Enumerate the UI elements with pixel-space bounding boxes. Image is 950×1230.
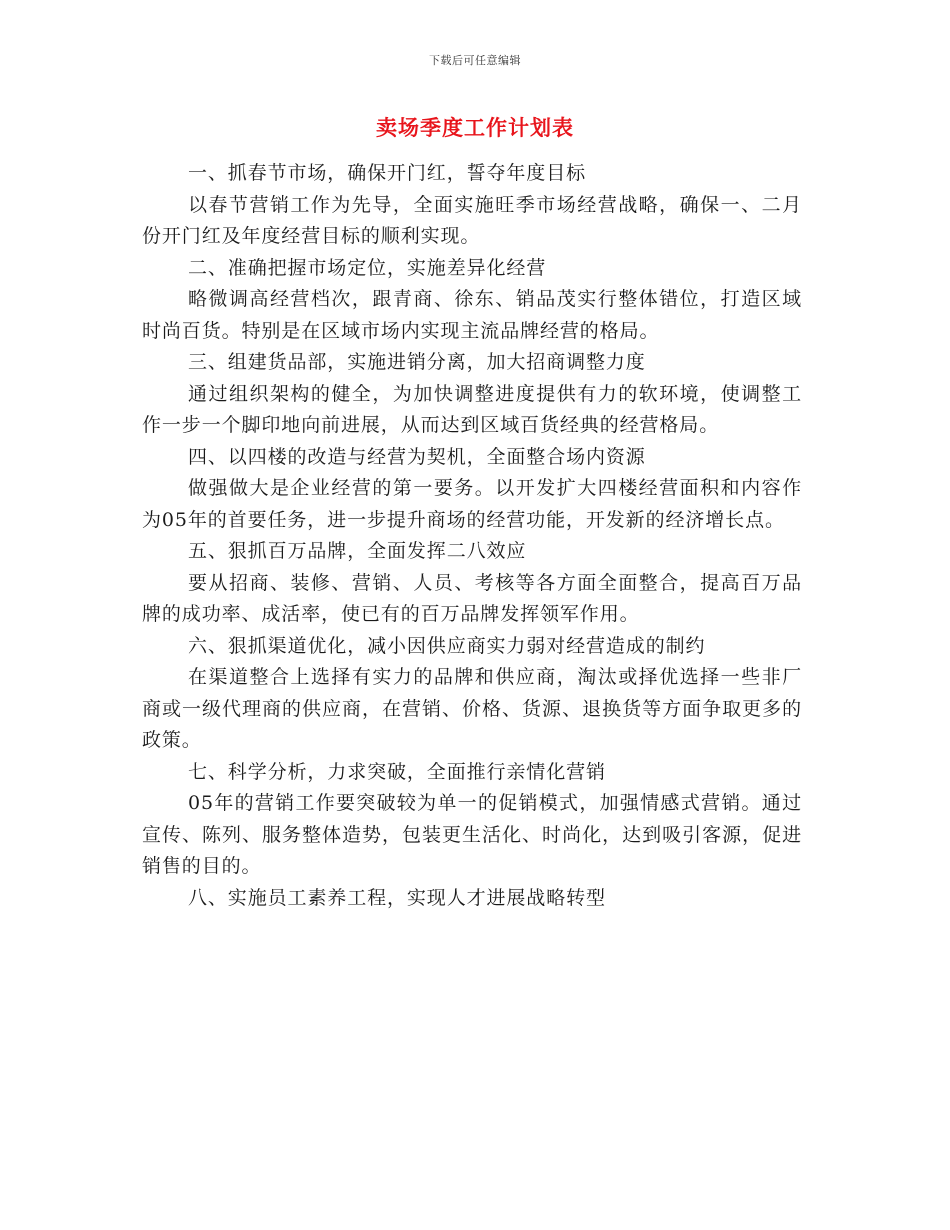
section-body-2: 略微调高经营档次，跟青商、徐东、销品茂实行整体错位，打造区域时尚百货。特别是在区域市场内实现主流品牌经营的格局。 — [142, 288, 802, 342]
section-body-4: 做强做大是企业经营的第一要务。以开发扩大四楼经营面积和内容作为05年的首要任务，进一步提升商场的经营功能，开发新的经济增长点。 — [142, 477, 802, 531]
section-body-6: 在渠道整合上选择有实力的品牌和供应商，淘汰或择优选择一些非厂商或一级代理商的供应商，在营销、价格、货源、退换货等方面争取更多的政策。 — [142, 666, 802, 751]
section-heading-2: 二、准确把握市场定位，实施差异化经营 — [188, 256, 547, 279]
document-body — [142, 158, 802, 914]
header-note: 下载后可任意编辑 — [429, 54, 521, 67]
document-title: 卖场季度工作计划表 — [376, 115, 574, 140]
section-heading-7: 七、科学分析，力求突破，全面推行亲情化营销 — [188, 760, 606, 783]
section-heading-6: 六、狠抓渠道优化，减小因供应商实力弱对经营造成的制约 — [188, 634, 706, 657]
section-body-1: 以春节营销工作为先导，全面实施旺季市场经营战略，确保一、二月份开门红及年度经营目标的顺利实现。 — [142, 193, 802, 247]
section-heading-8: 八、实施员工素养工程，实现人才进展战略转型 — [188, 886, 606, 909]
section-heading-5: 五、狠抓百万品牌，全面发挥二八效应 — [188, 540, 527, 562]
section-body-3: 通过组织架构的健全，为加快调整进度提供有力的软环境，使调整工作一步一个脚印地向前进展，从而达到区域百货经典的经营格局。 — [142, 382, 802, 436]
section-body-7: 05年的营销工作要突破较为单一的促销模式，加强情感式营销。通过宣传、陈列、服务整体造势，包装更生活化、时尚化，达到吸引客源，促进销售的目的。 — [142, 792, 802, 877]
section-heading-3: 三、组建货品部，实施进销分离，加大招商调整力度 — [188, 351, 646, 373]
section-heading-4: 四、以四楼的改造与经营为契机，全面整合场内资源 — [188, 445, 646, 468]
section-heading-1: 一、抓春节市场，确保开门红，誓夺年度目标 — [188, 162, 587, 184]
section-body-5: 要从招商、装修、营销、人员、考核等各方面全面整合，提高百万品牌的成功率、成活率，使已有的百万品牌发挥领军作用。 — [142, 571, 802, 625]
